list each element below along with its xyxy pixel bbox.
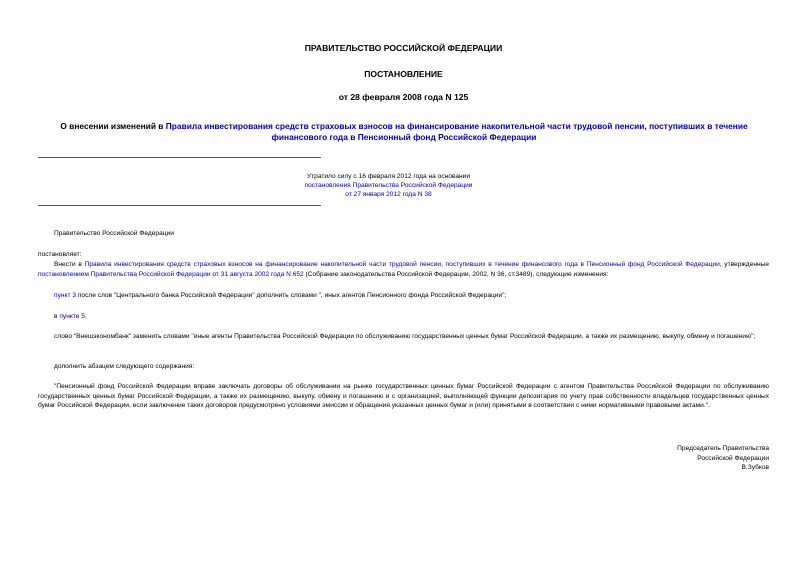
government-heading: ПРАВИТЕЛЬСТВО РОССИЙСКОЙ ФЕДЕРАЦИИ xyxy=(304,43,503,53)
notice-top-divider xyxy=(38,157,321,158)
paragraph-add-clause: дополнить абзацем следующего содержания: xyxy=(54,363,195,370)
paragraph-government: Правительство Российской Федерации xyxy=(54,230,174,237)
signature-block xyxy=(560,444,769,473)
title-prefix: О внесении изменений в xyxy=(60,121,166,131)
document-type-heading: ПОСТАНОВЛЕНИЕ xyxy=(364,69,443,79)
paragraph-replace-word: слово "Внешэкономбанк" заменить словами "иные агенты Правительства Российской Федерации по обслуживанию государственных ценных бумаг Российской Федерации, а также их размещению, выкупу, обмену и погашению"; xyxy=(54,333,756,340)
amend-suffix: (Собрание законодательства Российской Федерации, 2002, N 36, ст.3489), следующие изменения: xyxy=(303,270,609,278)
signature-country: Российской Федерации xyxy=(697,454,769,462)
paragraph-resolves: постановляет: xyxy=(38,251,82,258)
item-3-text: после слов "Центрального банка Российской Федерации" дополнить словами ", иных агентов Пенсионного фонда Российской Федерации"; xyxy=(76,292,507,299)
signature-name: В.Зубков xyxy=(741,464,769,472)
item-5-suffix: : xyxy=(84,313,87,320)
amend-rules-link[interactable]: Правила инвестирования средств страховых взносов на финансирование накопительной части трудовой пенсии, поступивших в течение финансового года в Пенсионный фонд Российской Федерации xyxy=(84,261,720,268)
repeal-decree-date-link[interactable]: от 27 января 2012 года N 38 xyxy=(345,191,432,198)
repeal-notice-text: Утратило силу с 16 февраля 2012 года на основании xyxy=(306,173,471,180)
signature-position: Председатель Правительства xyxy=(677,445,769,452)
paragraph-item-5 xyxy=(38,312,769,322)
amend-middle: , утвержденные xyxy=(719,261,770,268)
paragraph-new-clause: "Пенсионный фонд Российской Федерации вправе заключать договоры об обслуживании на рынке государственных ценных бумаг Российской Федерации с агентом Правительства Российской Федерации по обслуживанию государственных ценных бумаг Российской Федерации, а также их размещению, выкупу, обмену и погашению и с организацией, выполняющей функции депозитария по учету прав собственности владельцев государственных ценных бумаг Российской Федерации, если заключение таких договоров предусмотрено условиями эмиссии и обращения указанных ценных бумаг и (или) принятыми в соответствии с ними нормативными правовыми актами.". xyxy=(38,383,769,410)
notice-bottom-divider xyxy=(38,205,321,206)
document-title xyxy=(36,121,772,143)
paragraph-item-3 xyxy=(38,291,769,301)
item-5-link[interactable]: пункте 5 xyxy=(59,313,85,320)
item-3-link[interactable]: пункт 3 xyxy=(54,292,76,299)
item-5-prefix: в xyxy=(54,313,60,320)
amend-prefix: Внести в xyxy=(54,261,85,268)
repeal-decree-link[interactable]: постановления Правительства Российской Федерации xyxy=(304,182,473,189)
paragraph-amend xyxy=(38,260,769,279)
amend-decree-link[interactable]: постановлением Правительства Российской Федерации от 31 августа 2002 года N 652 xyxy=(38,270,304,278)
title-rules-link[interactable]: Правила инвестирования средств страховых взносов на финансирование накопительной части трудовой пенсии, поступивших в течение финансового года в Пенсионный фонд Российской Федерации xyxy=(165,121,748,142)
document-date-number: от 28 февраля 2008 года N 125 xyxy=(338,92,469,102)
repeal-notice xyxy=(200,172,577,199)
